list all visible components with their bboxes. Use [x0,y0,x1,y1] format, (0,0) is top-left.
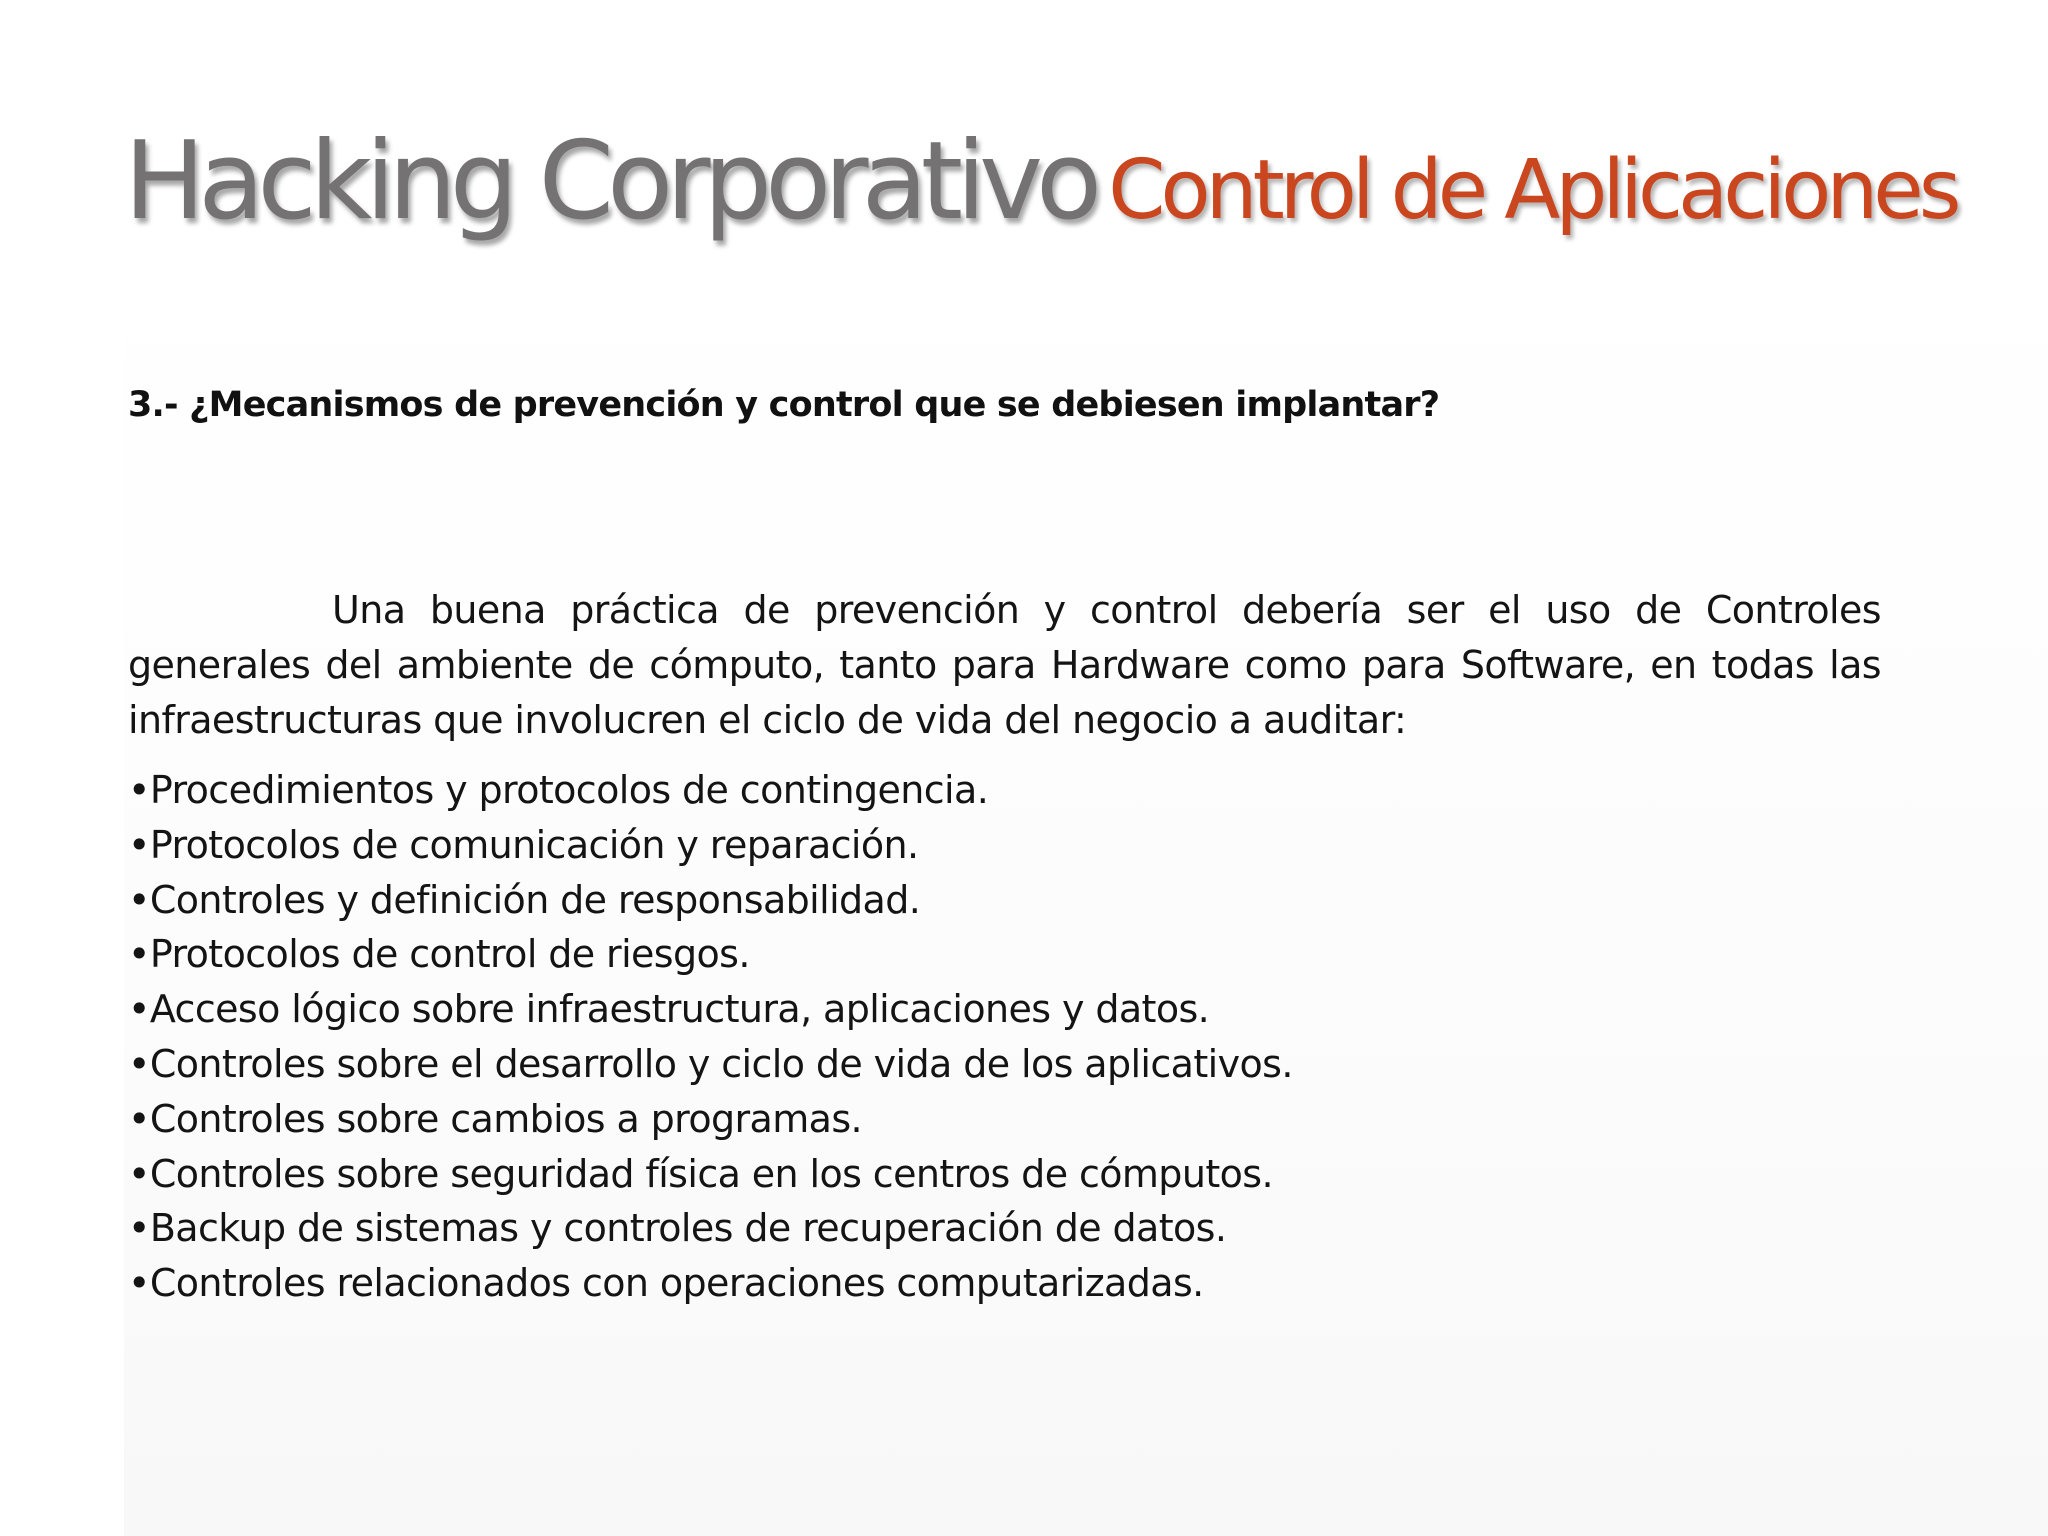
bullet-item: • Backup de sistemas y controles de recuperación de datos. [128,1201,1628,1256]
bullet-item: • Controles y definición de responsabilidad. [128,873,1628,928]
bullet-item: • Procedimientos y protocolos de contingencia. [128,763,1628,818]
title-subtitle: Control de Aplicaciones [1108,143,1957,238]
bullet-item: • Acceso lógico sobre infraestructura, aplicaciones y datos. [128,982,1628,1037]
intro-paragraph: Una buena práctica de prevención y control debería ser el uso de Controles generales del ambiente de cómputo, tanto para Hardware como para Software, en todas las infraestructuras que involucren el ciclo de vida del negocio a auditar: [128,588,1881,742]
bullet-item: • Controles sobre cambios a programas. [128,1092,1628,1147]
bullet-list [128,763,1628,1311]
bullet-item: • Protocolos de comunicación y reparación. [128,818,1628,873]
bullet-item: • Controles relacionados con operaciones computarizadas. [128,1256,1628,1311]
bullet-item: • Controles sobre seguridad física en los centros de cómputos. [128,1147,1628,1202]
bullet-item: • Controles sobre el desarrollo y ciclo de vida de los aplicativos. [128,1037,1628,1092]
slide-title [124,119,2024,244]
title-main: Hacking Corporativo [124,119,1096,244]
question-heading: 3.- ¿Mecanismos de prevención y control que se debiesen implantar? [128,385,1440,425]
bullet-item: • Protocolos de control de riesgos. [128,927,1628,982]
